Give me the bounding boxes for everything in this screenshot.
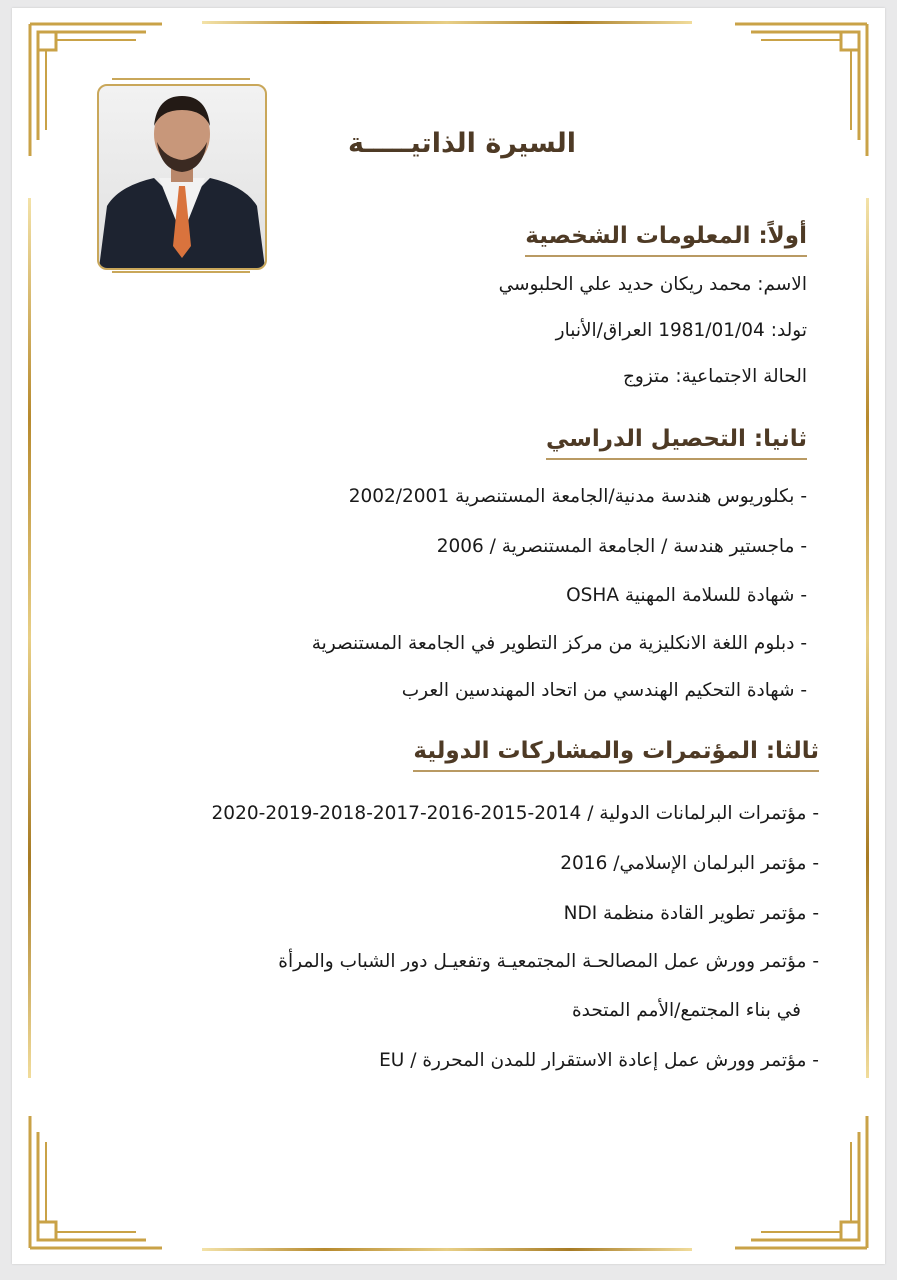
personal-info-line: الاسم: محمد ريكان حديد علي الحلبوسي xyxy=(498,274,807,295)
education-line: - دبلوم اللغة الانكليزية من مركز التطوير في الجامعة المستنصرية xyxy=(311,633,807,654)
portrait-photo xyxy=(97,84,267,270)
corner-ornament-icon xyxy=(26,1112,166,1252)
frame-right-line xyxy=(866,198,869,1078)
person-silhouette-icon xyxy=(99,86,265,268)
frame-left-line xyxy=(28,198,31,1078)
conference-line: - مؤتمر وورش عمل إعادة الاستقرار للمدن المحررة / EU xyxy=(379,1050,819,1071)
conference-line: - مؤتمر تطوير القادة منظمة NDI xyxy=(563,903,819,924)
cv-page xyxy=(12,8,885,1264)
corner-ornament-icon xyxy=(731,20,871,160)
education-line: - ماجستير هندسة / الجامعة المستنصرية / 2006 xyxy=(436,536,807,557)
photo-top-line xyxy=(112,78,250,80)
conferences-heading: ثالثا: المؤتمرات والمشاركات الدولية xyxy=(413,738,819,772)
education-line: - شهادة التحكيم الهندسي من اتحاد المهندسين العرب xyxy=(401,680,807,701)
education-heading: ثانيا: التحصيل الدراسي xyxy=(546,426,807,460)
photo-bottom-line xyxy=(112,271,250,273)
personal-info-line: الحالة الاجتماعية: متزوج xyxy=(622,366,807,387)
education-line: - شهادة للسلامة المهنية OSHA xyxy=(566,585,807,606)
conference-line: - مؤتمرات البرلمانات الدولية / 2014-2015-2016-2017-2018-2019-2020 xyxy=(211,803,819,824)
frame-top-line xyxy=(202,21,692,24)
conference-line: - مؤتمر البرلمان الإسلامي/ 2016 xyxy=(560,853,819,874)
conference-line: - مؤتمر وورش عمل المصالحـة المجتمعيـة وتفعيـل دور الشباب والمرأة xyxy=(278,951,819,972)
personal-info-heading: أولاً: المعلومات الشخصية xyxy=(525,223,807,257)
corner-ornament-icon xyxy=(731,1112,871,1252)
frame-bottom-line xyxy=(202,1248,692,1251)
education-line: - بكلوريوس هندسة مدنية/الجامعة المستنصرية 2002/2001 xyxy=(348,486,807,507)
conference-line: في بناء المجتمع/الأمم المتحدة xyxy=(571,1000,801,1021)
personal-info-line: تولد: 1981/01/04 العراق/الأنبار xyxy=(555,320,807,341)
page-title: السيرة الذاتيـــــة xyxy=(348,128,576,159)
